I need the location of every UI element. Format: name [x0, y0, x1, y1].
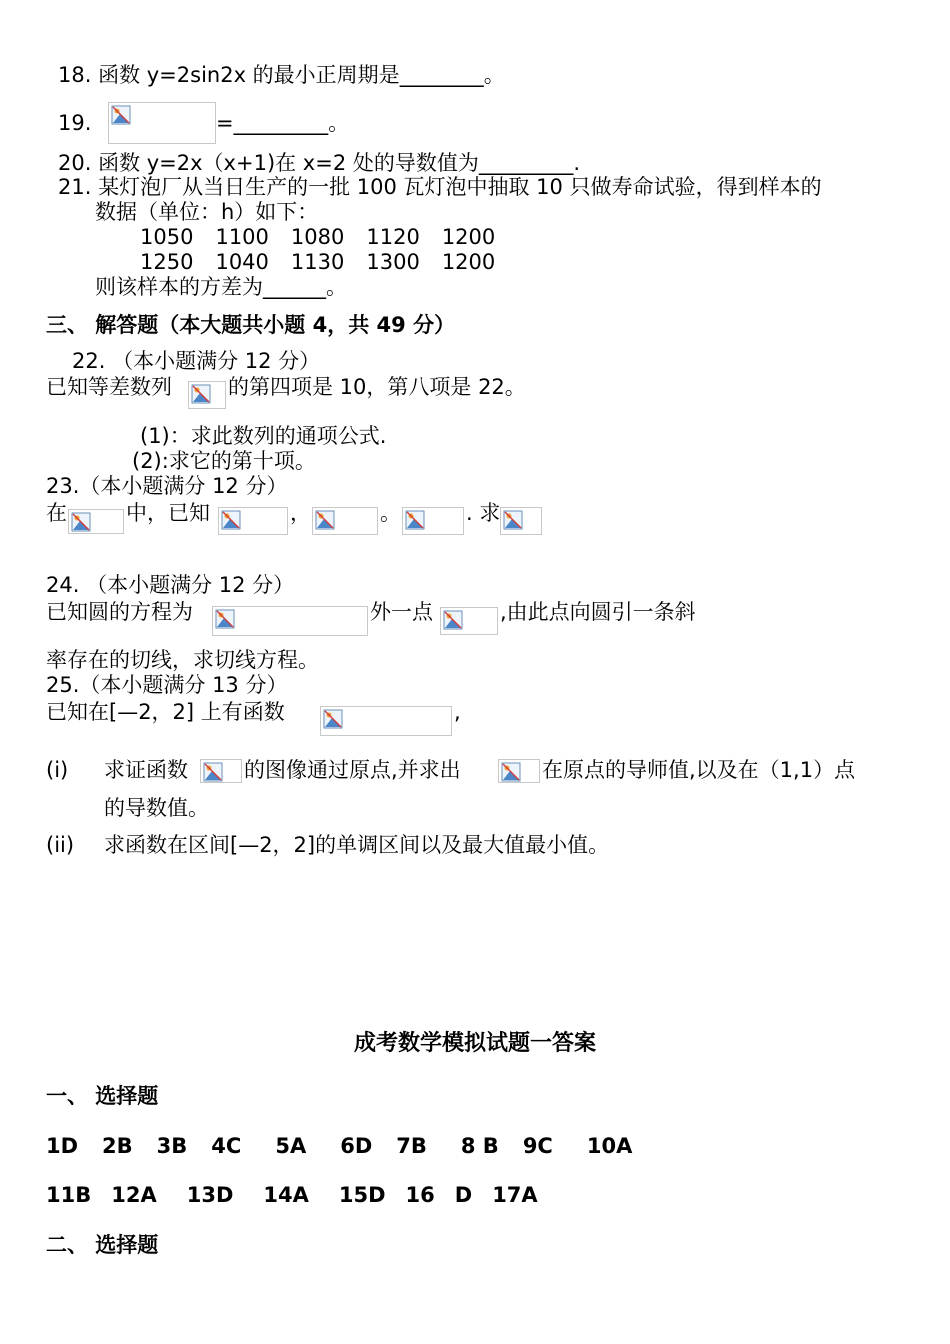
data-cell: 1080: [290, 225, 345, 249]
answer-item: 1D: [46, 1134, 79, 1158]
answer-item: 12A: [111, 1183, 157, 1207]
q20-end: .: [573, 151, 581, 175]
q25-p1: 已知在[—2，2] 上有函数: [46, 700, 285, 724]
q25-i-p2: 的图像通过原点,并求出: [244, 758, 461, 782]
q25-ii-text: 求函数在区间[—2，2]的单调区间以及最大值最小值。: [104, 833, 610, 857]
answer-item: 10A: [586, 1134, 633, 1158]
q25-i-p3: 在原点的导师值,以及在（1,1）点: [542, 758, 856, 782]
answers-row2: [46, 1182, 538, 1208]
data-cell: 1100: [215, 225, 269, 249]
answer-item: 15D: [338, 1183, 386, 1207]
q25-p2: ,: [454, 700, 461, 724]
data-cell: 1250: [140, 250, 194, 274]
q25-header: 25.（本小题满分 13 分）: [46, 673, 288, 697]
q23-p2: 中，已知: [126, 501, 210, 525]
answer-item: D: [454, 1183, 473, 1207]
broken-image-icon: [108, 102, 216, 144]
q25-ii-label: (ii): [46, 833, 75, 857]
broken-image-icon: [200, 759, 242, 783]
answers-section-1: 一、 选择题: [46, 1084, 159, 1108]
q21-blank: ______: [263, 275, 326, 299]
answer-item: 14A: [263, 1183, 309, 1207]
q23-p5: . 求: [466, 501, 501, 525]
broken-image-icon: [500, 507, 542, 535]
broken-image-icon: [68, 509, 124, 534]
data-cell: 1120: [366, 225, 420, 249]
answer-item: 7B: [396, 1134, 427, 1158]
question-18: [58, 62, 505, 88]
q21-end: 。: [326, 275, 347, 299]
answer-item: 8 B: [460, 1134, 499, 1158]
q19-equals: =: [216, 111, 234, 135]
answer-item: 16: [405, 1183, 435, 1207]
broken-image-icon: [498, 759, 540, 783]
q21-line3: [95, 274, 347, 300]
answer-item: 2B: [102, 1134, 133, 1158]
q23-p3: ，: [290, 501, 311, 525]
q22-sub1: (1)：求此数列的通项公式.: [140, 424, 387, 448]
answer-item: 17A: [492, 1183, 538, 1207]
q19-number: 19.: [58, 111, 92, 135]
q18-text: 18. 函数 y=2sin2x 的最小正周期是: [58, 63, 400, 87]
q25-i-line2: 的导数值。: [104, 796, 209, 820]
broken-image-icon: [402, 507, 464, 535]
q21-data-row1: [140, 224, 495, 250]
broken-image-icon: [188, 381, 226, 409]
q23-p4: 。: [380, 501, 401, 525]
broken-image-icon: [440, 607, 498, 635]
data-cell: 1200: [441, 250, 496, 274]
question-19: [58, 110, 91, 136]
q18-blank: ________: [399, 63, 484, 87]
q23-header: 23.（本小题满分 12 分）: [46, 474, 288, 498]
answer-item: 11B: [46, 1183, 92, 1207]
answer-item: 9C: [522, 1134, 553, 1158]
answer-item: 4C: [211, 1134, 242, 1158]
q25-i-label: (i): [46, 758, 69, 782]
broken-image-icon: [212, 606, 368, 636]
answers-title: 成考数学模拟试题一答案: [353, 1031, 596, 1056]
q22-line-a: 已知等差数列: [46, 375, 172, 399]
data-cell: 1130: [290, 250, 345, 274]
section-3-title: 三、 解答题（本大题共小题 4，共 49 分）: [46, 313, 456, 337]
q21-data-row2: [140, 249, 495, 275]
answer-item: 3B: [156, 1134, 188, 1158]
q25-i-p1: 求证函数: [104, 758, 188, 782]
q22-header: 22. （本小题满分 12 分）: [72, 349, 321, 373]
q23-p1: 在: [46, 501, 67, 525]
q21-line1: 21. 某灯泡厂从当日生产的一批 100 瓦灯泡中抽取 10 只做寿命试验，得到样本的: [58, 175, 822, 199]
data-cell: 1040: [215, 250, 269, 274]
q19-blank: _________: [233, 111, 329, 135]
q24-p1: 已知圆的方程为: [46, 600, 193, 624]
broken-image-icon: [312, 507, 378, 535]
answer-item: 13D: [186, 1183, 234, 1207]
q20-text: 20. 函数 y=2x（x+1)在 x=2 处的导数值为: [58, 151, 479, 175]
data-cell: 1050: [140, 225, 194, 249]
q21-line2: 数据（单位：h）如下：: [95, 200, 319, 224]
broken-image-icon: [218, 507, 288, 535]
q24-p3: ,由此点向圆引一条斜: [500, 600, 696, 624]
q21-variance-text: 则该样本的方差为: [95, 275, 263, 299]
question-20: [58, 150, 580, 176]
answers-section-2: 二、 选择题: [46, 1233, 159, 1257]
q24-p2: 外一点: [370, 600, 433, 624]
data-cell: 1200: [441, 225, 496, 249]
q18-end: 。: [483, 63, 505, 87]
data-cell: 1300: [366, 250, 420, 274]
answer-item: 5A: [275, 1134, 307, 1158]
q19-end: 。: [328, 111, 350, 135]
q22-line-b: 的第四项是 10，第八项是 22。: [228, 375, 526, 399]
q20-blank: _________: [478, 151, 574, 175]
answers-row1: [46, 1133, 632, 1159]
q24-header: 24. （本小题满分 12 分）: [46, 573, 295, 597]
q24-line2: 率存在的切线，求切线方程。: [46, 648, 319, 672]
answer-item: 6D: [340, 1134, 373, 1158]
q19-answer: [216, 110, 349, 136]
broken-image-icon: [320, 706, 452, 736]
q22-sub2: (2):求它的第十项。: [132, 449, 316, 473]
